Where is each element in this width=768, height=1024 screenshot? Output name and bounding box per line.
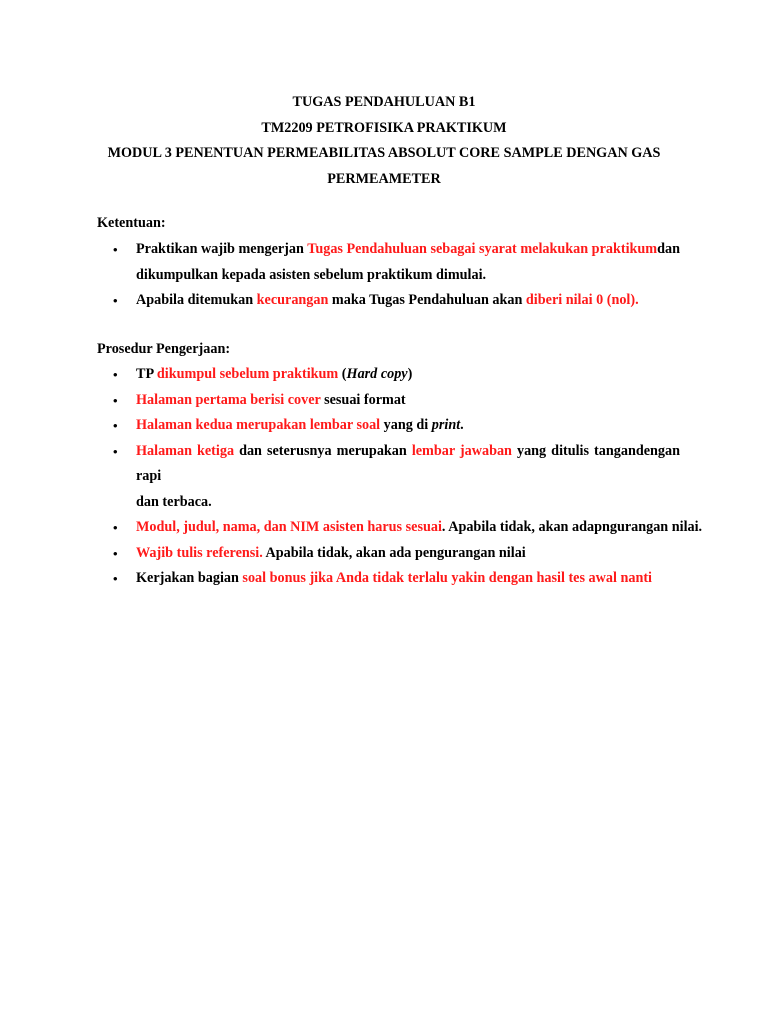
list-item-line — [136, 439, 680, 490]
list-item-text: Apabila tidak, akan ada pengurangan nilai — [262, 544, 526, 561]
emphasis-text: kecurangan — [256, 292, 329, 308]
emphasis-text: dikumpul sebelum praktikum — [156, 366, 339, 382]
emphasis-text: Halaman ketiga — [136, 442, 235, 459]
list-item-line — [136, 515, 703, 541]
emphasis-text: soal bonus jika Anda tidak terlalu yakin dengan hasil tes awal nanti — [242, 570, 653, 586]
bullet-icon: • — [113, 520, 118, 535]
bullet-icon: • — [113, 293, 118, 308]
bullet-icon: • — [113, 367, 118, 382]
emphasis-text: lembar jawaban — [411, 442, 512, 459]
italic-text: Hard copy — [346, 366, 408, 382]
list-item-line — [136, 388, 680, 414]
emphasis-text: diberi nilai 0 (nol). — [525, 292, 639, 308]
ketentuan-list — [0, 237, 768, 314]
list-item — [0, 388, 768, 414]
bullet-icon: • — [113, 443, 118, 459]
bullet-icon: • — [113, 418, 118, 433]
list-item — [0, 439, 768, 516]
title-line-4: PERMEAMETER — [327, 170, 441, 187]
list-item — [0, 288, 768, 314]
prosedur-heading: Prosedur Pengerjaan: — [97, 341, 231, 357]
emphasis-text: Tugas Pendahuluan sebagai syarat melakukan praktikum — [307, 241, 658, 257]
list-item-line — [136, 263, 680, 289]
ketentuan-heading: Ketentuan: — [97, 215, 166, 231]
list-item — [0, 515, 768, 541]
list-item-text: yang ditulis tangandengan rapi — [136, 442, 680, 484]
list-item — [0, 413, 768, 439]
title-line-2: TM2209 PETROFISIKA PRAKTIKUM — [261, 119, 507, 136]
list-item-line — [136, 413, 680, 439]
bullet-icon: • — [113, 545, 118, 561]
list-item-text: Kerjakan bagian — [136, 570, 243, 586]
emphasis-text: Halaman kedua merupakan lembar soal — [136, 417, 381, 433]
emphasis-text: Halaman pertama berisi cover — [136, 391, 321, 408]
emphasis-text: Wajib tulis referensi. — [136, 544, 263, 561]
list-item-text: maka Tugas Pendahuluan akan — [328, 292, 526, 308]
list-item-line — [136, 237, 680, 263]
list-item-text: ( — [338, 366, 347, 382]
list-item-text: yang di — [380, 417, 432, 433]
list-item-text: dan seterusnya merupakan — [234, 442, 412, 459]
list-item-text: ) — [407, 366, 413, 382]
list-item-line — [136, 541, 680, 567]
list-item-text: . — [460, 417, 464, 433]
list-item-line — [136, 288, 680, 314]
title-line-1: TUGAS PENDAHULUAN B1 — [292, 94, 476, 110]
italic-text: print — [431, 417, 461, 433]
list-item-text: dan terbaca. — [136, 493, 212, 510]
list-item-text: dan — [657, 241, 680, 257]
list-item — [0, 362, 768, 388]
prosedur-list — [0, 362, 768, 592]
bullet-icon: • — [113, 571, 118, 586]
list-item-line — [136, 566, 680, 592]
list-item-text: Praktikan wajib mengerjan — [136, 241, 308, 257]
list-item-line — [136, 490, 680, 516]
document-title — [0, 90, 768, 192]
list-item-text: TP — [136, 366, 157, 382]
title-line-3: MODUL 3 PENENTUAN PERMEABILITAS ABSOLUT CORE SAMPLE DENGAN GAS — [107, 145, 661, 161]
list-item-text: sesuai format — [320, 391, 406, 408]
bullet-icon: • — [113, 392, 118, 408]
bullet-icon: • — [113, 242, 118, 257]
list-item — [0, 566, 768, 592]
list-item — [0, 541, 768, 567]
list-item — [0, 237, 768, 288]
list-item-text: Apabila ditemukan — [136, 292, 257, 308]
emphasis-text: Modul, judul, nama, dan NIM asisten harus sesuai — [136, 519, 442, 535]
list-item-text: dikumpulkan kepada asisten sebelum praktikum dimulai. — [136, 266, 487, 283]
list-item-line — [136, 362, 680, 388]
list-item-text: . Apabila tidak, akan adapngurangan nilai. — [441, 519, 703, 535]
